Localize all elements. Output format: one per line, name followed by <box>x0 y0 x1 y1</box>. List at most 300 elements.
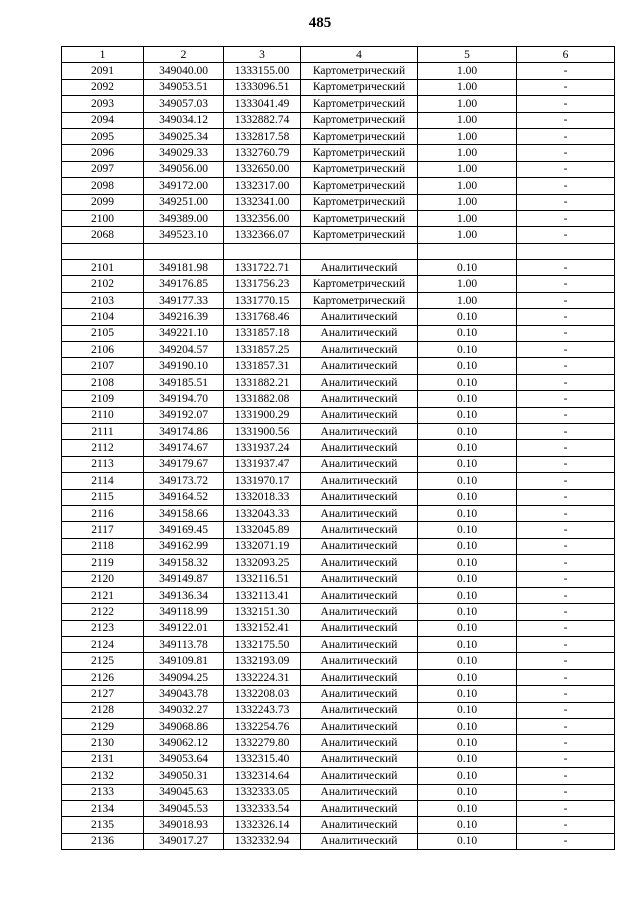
y-coordinate-cell: 1331937.24 <box>224 440 301 456</box>
method-cell: Картометрический <box>301 145 418 161</box>
accuracy-cell: 0.10 <box>418 538 517 554</box>
method-cell: Аналитический <box>301 751 418 767</box>
note-cell: - <box>517 669 615 685</box>
point-number-cell: 2109 <box>62 391 144 407</box>
table-row <box>62 292 615 308</box>
note-cell: - <box>517 653 615 669</box>
x-coordinate-cell: 349040.00 <box>144 63 224 79</box>
table-row <box>62 342 615 358</box>
table-row <box>62 653 615 669</box>
point-number-cell: 2101 <box>62 260 144 276</box>
x-coordinate-cell: 349034.12 <box>144 112 224 128</box>
note-cell: - <box>517 784 615 800</box>
y-coordinate-cell: 1332326.14 <box>224 817 301 833</box>
x-coordinate-cell: 349190.10 <box>144 358 224 374</box>
y-coordinate-cell: 1331937.47 <box>224 456 301 472</box>
accuracy-cell: 0.10 <box>418 784 517 800</box>
table-row <box>62 538 615 554</box>
y-coordinate-cell: 1333041.49 <box>224 96 301 112</box>
note-cell: - <box>517 260 615 276</box>
coordinates-table <box>61 46 615 850</box>
table-row <box>62 63 615 79</box>
note-cell: - <box>517 735 615 751</box>
point-number-cell: 2102 <box>62 276 144 292</box>
x-coordinate-cell: 349174.86 <box>144 423 224 439</box>
y-coordinate-cell: 1331900.56 <box>224 423 301 439</box>
accuracy-cell: 0.10 <box>418 800 517 816</box>
note-cell: - <box>517 604 615 620</box>
table-row <box>62 243 615 259</box>
method-cell: Аналитический <box>301 456 418 472</box>
accuracy-cell: 0.10 <box>418 719 517 735</box>
method-cell: Аналитический <box>301 538 418 554</box>
header-cell-2: 2 <box>144 47 224 63</box>
point-number-cell: 2118 <box>62 538 144 554</box>
x-coordinate-cell: 349118.99 <box>144 604 224 620</box>
method-cell: Аналитический <box>301 768 418 784</box>
method-cell: Аналитический <box>301 325 418 341</box>
point-number-cell: 2126 <box>62 669 144 685</box>
y-coordinate-cell: 1332151.30 <box>224 604 301 620</box>
x-coordinate-cell: 349192.07 <box>144 407 224 423</box>
x-coordinate-cell: 349194.70 <box>144 391 224 407</box>
accuracy-cell <box>418 243 517 259</box>
y-coordinate-cell: 1332279.80 <box>224 735 301 751</box>
x-coordinate-cell: 349179.67 <box>144 456 224 472</box>
point-number-cell: 2094 <box>62 112 144 128</box>
note-cell: - <box>517 342 615 358</box>
point-number-cell: 2134 <box>62 800 144 816</box>
x-coordinate-cell: 349221.10 <box>144 325 224 341</box>
accuracy-cell: 1.00 <box>418 161 517 177</box>
accuracy-cell: 0.10 <box>418 637 517 653</box>
y-coordinate-cell: 1331970.17 <box>224 473 301 489</box>
point-number-cell: 2112 <box>62 440 144 456</box>
x-coordinate-cell: 349113.78 <box>144 637 224 653</box>
y-coordinate-cell: 1331770.15 <box>224 292 301 308</box>
y-coordinate-cell: 1331857.18 <box>224 325 301 341</box>
accuracy-cell: 0.10 <box>418 522 517 538</box>
point-number-cell: 2117 <box>62 522 144 538</box>
x-coordinate-cell: 349523.10 <box>144 227 224 243</box>
x-coordinate-cell: 349056.00 <box>144 161 224 177</box>
header-cell-4: 4 <box>301 47 418 63</box>
accuracy-cell: 0.10 <box>418 702 517 718</box>
y-coordinate-cell: 1332366.07 <box>224 227 301 243</box>
x-coordinate-cell: 349164.52 <box>144 489 224 505</box>
y-coordinate-cell: 1332341.00 <box>224 194 301 210</box>
method-cell: Аналитический <box>301 669 418 685</box>
note-cell: - <box>517 194 615 210</box>
table-row <box>62 702 615 718</box>
point-number-cell: 2130 <box>62 735 144 751</box>
note-cell: - <box>517 686 615 702</box>
method-cell: Аналитический <box>301 833 418 849</box>
x-coordinate-cell: 349045.53 <box>144 800 224 816</box>
header-row <box>62 47 615 63</box>
y-coordinate-cell: 1332018.33 <box>224 489 301 505</box>
header-cell-6: 6 <box>517 47 615 63</box>
table-row <box>62 669 615 685</box>
accuracy-cell: 1.00 <box>418 145 517 161</box>
method-cell: Аналитический <box>301 702 418 718</box>
table-row <box>62 637 615 653</box>
accuracy-cell: 0.10 <box>418 686 517 702</box>
note-cell: - <box>517 128 615 144</box>
accuracy-cell: 0.10 <box>418 620 517 636</box>
method-cell: Аналитический <box>301 653 418 669</box>
y-coordinate-cell: 1332314.64 <box>224 768 301 784</box>
accuracy-cell: 0.10 <box>418 260 517 276</box>
point-number-cell: 2092 <box>62 79 144 95</box>
table-row <box>62 620 615 636</box>
point-number-cell: 2103 <box>62 292 144 308</box>
method-cell: Картометрический <box>301 128 418 144</box>
point-number-cell: 2114 <box>62 473 144 489</box>
note-cell: - <box>517 161 615 177</box>
table-row <box>62 555 615 571</box>
accuracy-cell: 0.10 <box>418 571 517 587</box>
point-number-cell: 2135 <box>62 817 144 833</box>
method-cell: Аналитический <box>301 423 418 439</box>
header-cell-3: 3 <box>224 47 301 63</box>
method-cell: Аналитический <box>301 555 418 571</box>
x-coordinate-cell: 349173.72 <box>144 473 224 489</box>
method-cell: Аналитический <box>301 571 418 587</box>
y-coordinate-cell: 1332043.33 <box>224 505 301 521</box>
accuracy-cell: 1.00 <box>418 276 517 292</box>
accuracy-cell: 0.10 <box>418 309 517 325</box>
table-row <box>62 374 615 390</box>
x-coordinate-cell: 349109.81 <box>144 653 224 669</box>
table-header <box>62 47 615 63</box>
accuracy-cell: 1.00 <box>418 112 517 128</box>
note-cell: - <box>517 292 615 308</box>
point-number-cell: 2068 <box>62 227 144 243</box>
y-coordinate-cell: 1331722.71 <box>224 260 301 276</box>
point-number-cell: 2098 <box>62 178 144 194</box>
note-cell: - <box>517 178 615 194</box>
point-number-cell: 2136 <box>62 833 144 849</box>
method-cell: Картометрический <box>301 210 418 226</box>
note-cell: - <box>517 456 615 472</box>
x-coordinate-cell: 349053.51 <box>144 79 224 95</box>
method-cell: Аналитический <box>301 817 418 833</box>
accuracy-cell: 0.10 <box>418 407 517 423</box>
note-cell: - <box>517 505 615 521</box>
table-row <box>62 260 615 276</box>
table-row <box>62 571 615 587</box>
accuracy-cell: 1.00 <box>418 63 517 79</box>
x-coordinate-cell: 349068.86 <box>144 719 224 735</box>
accuracy-cell: 0.10 <box>418 735 517 751</box>
note-cell: - <box>517 112 615 128</box>
point-number-cell: 2129 <box>62 719 144 735</box>
y-coordinate-cell: 1332317.00 <box>224 178 301 194</box>
x-coordinate-cell: 349062.12 <box>144 735 224 751</box>
point-number-cell: 2116 <box>62 505 144 521</box>
table-row <box>62 473 615 489</box>
x-coordinate-cell: 349158.32 <box>144 555 224 571</box>
accuracy-cell: 0.10 <box>418 473 517 489</box>
x-coordinate-cell: 349158.66 <box>144 505 224 521</box>
table-row <box>62 145 615 161</box>
note-cell: - <box>517 309 615 325</box>
x-coordinate-cell: 349174.67 <box>144 440 224 456</box>
table-row <box>62 604 615 620</box>
y-coordinate-cell: 1332333.54 <box>224 800 301 816</box>
table-body <box>62 63 615 850</box>
table-row <box>62 227 615 243</box>
y-coordinate-cell: 1332071.19 <box>224 538 301 554</box>
method-cell: Аналитический <box>301 407 418 423</box>
note-cell: - <box>517 440 615 456</box>
accuracy-cell: 0.10 <box>418 489 517 505</box>
method-cell: Аналитический <box>301 604 418 620</box>
method-cell: Картометрический <box>301 112 418 128</box>
method-cell: Аналитический <box>301 342 418 358</box>
note-cell: - <box>517 489 615 505</box>
note-cell: - <box>517 473 615 489</box>
method-cell: Аналитический <box>301 358 418 374</box>
method-cell: Аналитический <box>301 374 418 390</box>
table-row <box>62 800 615 816</box>
y-coordinate-cell: 1332175.50 <box>224 637 301 653</box>
accuracy-cell: 0.10 <box>418 358 517 374</box>
accuracy-cell: 0.10 <box>418 751 517 767</box>
method-cell: Аналитический <box>301 489 418 505</box>
y-coordinate-cell: 1332116.51 <box>224 571 301 587</box>
note-cell <box>517 243 615 259</box>
y-coordinate-cell: 1332254.76 <box>224 719 301 735</box>
y-coordinate-cell: 1332332.94 <box>224 833 301 849</box>
accuracy-cell: 0.10 <box>418 653 517 669</box>
point-number-cell: 2125 <box>62 653 144 669</box>
table-row <box>62 407 615 423</box>
method-cell: Картометрический <box>301 63 418 79</box>
method-cell: Аналитический <box>301 686 418 702</box>
note-cell: - <box>517 210 615 226</box>
point-number-cell: 2104 <box>62 309 144 325</box>
accuracy-cell: 1.00 <box>418 96 517 112</box>
table-row <box>62 505 615 521</box>
note-cell: - <box>517 423 615 439</box>
point-number-cell: 2091 <box>62 63 144 79</box>
table-row <box>62 112 615 128</box>
accuracy-cell: 1.00 <box>418 178 517 194</box>
note-cell: - <box>517 833 615 849</box>
accuracy-cell: 0.10 <box>418 325 517 341</box>
method-cell: Картометрический <box>301 178 418 194</box>
method-cell: Аналитический <box>301 473 418 489</box>
x-coordinate-cell: 349149.87 <box>144 571 224 587</box>
accuracy-cell: 0.10 <box>418 391 517 407</box>
method-cell: Аналитический <box>301 440 418 456</box>
table-row <box>62 194 615 210</box>
method-cell: Аналитический <box>301 505 418 521</box>
y-coordinate-cell: 1332356.00 <box>224 210 301 226</box>
accuracy-cell: 0.10 <box>418 833 517 849</box>
table-row <box>62 161 615 177</box>
method-cell: Картометрический <box>301 79 418 95</box>
table-row <box>62 96 615 112</box>
x-coordinate-cell: 349216.39 <box>144 309 224 325</box>
y-coordinate-cell: 1332817.58 <box>224 128 301 144</box>
table-row <box>62 817 615 833</box>
note-cell: - <box>517 637 615 653</box>
accuracy-cell: 1.00 <box>418 194 517 210</box>
accuracy-cell: 0.10 <box>418 342 517 358</box>
table-row <box>62 391 615 407</box>
note-cell: - <box>517 227 615 243</box>
point-number-cell: 2100 <box>62 210 144 226</box>
note-cell: - <box>517 145 615 161</box>
y-coordinate-cell: 1331857.31 <box>224 358 301 374</box>
y-coordinate-cell: 1332650.00 <box>224 161 301 177</box>
x-coordinate-cell: 349057.03 <box>144 96 224 112</box>
x-coordinate-cell: 349136.34 <box>144 587 224 603</box>
x-coordinate-cell: 349177.33 <box>144 292 224 308</box>
y-coordinate-cell: 1332093.25 <box>224 555 301 571</box>
accuracy-cell: 0.10 <box>418 555 517 571</box>
method-cell: Картометрический <box>301 276 418 292</box>
x-coordinate-cell: 349032.27 <box>144 702 224 718</box>
point-number-cell: 2096 <box>62 145 144 161</box>
x-coordinate-cell: 349053.64 <box>144 751 224 767</box>
note-cell: - <box>517 817 615 833</box>
accuracy-cell: 0.10 <box>418 423 517 439</box>
method-cell: Аналитический <box>301 260 418 276</box>
x-coordinate-cell: 349094.25 <box>144 669 224 685</box>
point-number-cell: 2099 <box>62 194 144 210</box>
method-cell: Аналитический <box>301 309 418 325</box>
accuracy-cell: 1.00 <box>418 227 517 243</box>
table-row <box>62 358 615 374</box>
x-coordinate-cell: 349172.00 <box>144 178 224 194</box>
point-number-cell: 2093 <box>62 96 144 112</box>
method-cell: Аналитический <box>301 391 418 407</box>
point-number-cell: 2106 <box>62 342 144 358</box>
y-coordinate-cell: 1331857.25 <box>224 342 301 358</box>
y-coordinate-cell: 1333155.00 <box>224 63 301 79</box>
y-coordinate-cell: 1331882.08 <box>224 391 301 407</box>
accuracy-cell: 0.10 <box>418 505 517 521</box>
table-row <box>62 784 615 800</box>
accuracy-cell: 1.00 <box>418 210 517 226</box>
point-number-cell: 2123 <box>62 620 144 636</box>
table-row <box>62 719 615 735</box>
note-cell: - <box>517 620 615 636</box>
method-cell: Аналитический <box>301 784 418 800</box>
y-coordinate-cell: 1331756.23 <box>224 276 301 292</box>
note-cell: - <box>517 79 615 95</box>
method-cell: Картометрический <box>301 194 418 210</box>
note-cell: - <box>517 374 615 390</box>
point-number-cell: 2131 <box>62 751 144 767</box>
note-cell: - <box>517 96 615 112</box>
table-row <box>62 587 615 603</box>
y-coordinate-cell: 1332113.41 <box>224 587 301 603</box>
note-cell: - <box>517 571 615 587</box>
y-coordinate-cell: 1332193.09 <box>224 653 301 669</box>
note-cell: - <box>517 276 615 292</box>
accuracy-cell: 0.10 <box>418 669 517 685</box>
table-row <box>62 735 615 751</box>
method-cell: Картометрический <box>301 96 418 112</box>
accuracy-cell: 0.10 <box>418 604 517 620</box>
point-number-cell <box>62 243 144 259</box>
x-coordinate-cell: 349389.00 <box>144 210 224 226</box>
accuracy-cell: 0.10 <box>418 768 517 784</box>
x-coordinate-cell: 349162.99 <box>144 538 224 554</box>
point-number-cell: 2124 <box>62 637 144 653</box>
y-coordinate-cell: 1332243.73 <box>224 702 301 718</box>
note-cell: - <box>517 391 615 407</box>
table-row <box>62 833 615 849</box>
x-coordinate-cell: 349017.27 <box>144 833 224 849</box>
method-cell: Аналитический <box>301 637 418 653</box>
method-cell: Аналитический <box>301 620 418 636</box>
accuracy-cell: 1.00 <box>418 128 517 144</box>
note-cell: - <box>517 800 615 816</box>
x-coordinate-cell: 349169.45 <box>144 522 224 538</box>
accuracy-cell: 0.10 <box>418 374 517 390</box>
point-number-cell: 2110 <box>62 407 144 423</box>
y-coordinate-cell: 1331900.29 <box>224 407 301 423</box>
x-coordinate-cell: 349176.85 <box>144 276 224 292</box>
method-cell: Аналитический <box>301 719 418 735</box>
note-cell: - <box>517 555 615 571</box>
x-coordinate-cell: 349185.51 <box>144 374 224 390</box>
table-row <box>62 440 615 456</box>
point-number-cell: 2122 <box>62 604 144 620</box>
x-coordinate-cell: 349181.98 <box>144 260 224 276</box>
note-cell: - <box>517 538 615 554</box>
y-coordinate-cell: 1332152.41 <box>224 620 301 636</box>
x-coordinate-cell: 349251.00 <box>144 194 224 210</box>
point-number-cell: 2111 <box>62 423 144 439</box>
table-row <box>62 522 615 538</box>
accuracy-cell: 0.10 <box>418 456 517 472</box>
y-coordinate-cell: 1332045.89 <box>224 522 301 538</box>
accuracy-cell: 0.10 <box>418 817 517 833</box>
x-coordinate-cell: 349029.33 <box>144 145 224 161</box>
note-cell: - <box>517 407 615 423</box>
note-cell: - <box>517 702 615 718</box>
method-cell <box>301 243 418 259</box>
point-number-cell: 2121 <box>62 587 144 603</box>
x-coordinate-cell: 349122.01 <box>144 620 224 636</box>
note-cell: - <box>517 522 615 538</box>
page-number: 485 <box>308 15 332 31</box>
point-number-cell: 2107 <box>62 358 144 374</box>
header-cell-1: 1 <box>62 47 144 63</box>
y-coordinate-cell: 1331768.46 <box>224 309 301 325</box>
table-row <box>62 751 615 767</box>
x-coordinate-cell: 349045.63 <box>144 784 224 800</box>
point-number-cell: 2108 <box>62 374 144 390</box>
table-row <box>62 178 615 194</box>
method-cell: Картометрический <box>301 292 418 308</box>
y-coordinate-cell: 1332208.03 <box>224 686 301 702</box>
y-coordinate-cell <box>224 243 301 259</box>
header-cell-5: 5 <box>418 47 517 63</box>
y-coordinate-cell: 1333096.51 <box>224 79 301 95</box>
x-coordinate-cell: 349018.93 <box>144 817 224 833</box>
table-row <box>62 686 615 702</box>
table-row <box>62 79 615 95</box>
point-number-cell: 2128 <box>62 702 144 718</box>
